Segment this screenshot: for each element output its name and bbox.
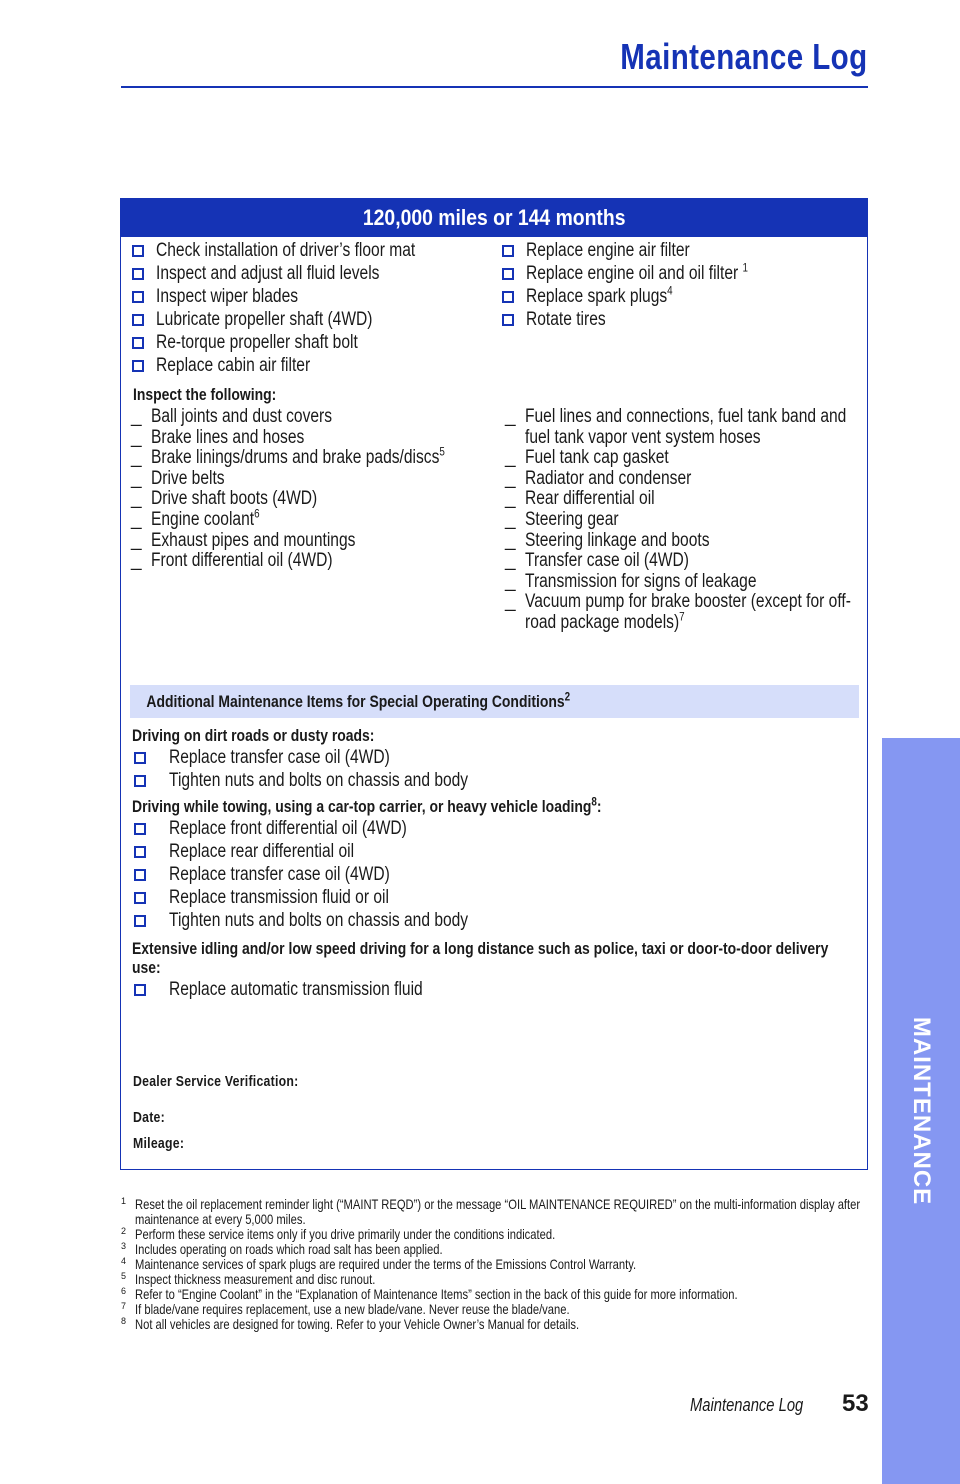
inspect-item-text: Drive belts bbox=[151, 467, 225, 489]
side-tab bbox=[882, 738, 960, 1484]
checkbox-icon[interactable] bbox=[502, 268, 514, 280]
checklist-item-text: Replace transmission fluid or oil bbox=[169, 887, 389, 908]
dash-marker: _ bbox=[505, 406, 516, 427]
additional-heading: Additional Maintenance Items for Special Operating Conditions$^2$ bbox=[146, 688, 571, 711]
inspect-item bbox=[505, 572, 855, 593]
checklist-item-text: Rotate tires bbox=[526, 309, 606, 330]
title-rule bbox=[121, 86, 868, 88]
dash-marker: _ bbox=[505, 570, 516, 592]
checkbox-icon[interactable] bbox=[502, 245, 514, 257]
checklist-item-text: Check installation of driver’s floor mat bbox=[156, 240, 416, 261]
dash-marker: _ bbox=[131, 426, 142, 448]
dash-marker: _ bbox=[505, 591, 516, 613]
footnote-number: 4 bbox=[121, 1256, 127, 1266]
interval-header-text: 120,000 miles or 144 months bbox=[362, 205, 626, 230]
footnote-text: Not all vehicles are designed for towing. Refer to your Vehicle Owner’s Manual for details. bbox=[135, 1316, 580, 1332]
inspect-item bbox=[505, 551, 855, 572]
inspect-right-list bbox=[505, 407, 855, 634]
dash-marker: _ bbox=[505, 447, 516, 469]
mileage-label: Mileage: bbox=[133, 1135, 185, 1152]
condition-heading: Extensive idling and/or low speed driving for a long distance such as police, taxi or door-to-door delivery use: bbox=[132, 939, 829, 977]
checklist-item-text: Tighten nuts and bolts on chassis and body bbox=[169, 770, 469, 791]
checkbox-icon[interactable] bbox=[132, 360, 144, 372]
checklist-item-text: Inspect wiper blades bbox=[156, 286, 299, 307]
dealer-verification-label: Dealer Service Verification: bbox=[133, 1073, 299, 1090]
inspect-item-text: Steering linkage and boots bbox=[525, 529, 710, 551]
footnote-text: Maintenance services of spark plugs are required under the terms of the Emissions Control Warranty. bbox=[135, 1256, 637, 1272]
inspect-item bbox=[131, 506, 491, 531]
condition-heading: Driving on dirt roads or dusty roads: bbox=[132, 726, 375, 745]
footnotes bbox=[121, 1197, 868, 1332]
inspect-item bbox=[505, 469, 855, 490]
dash-marker: _ bbox=[505, 508, 516, 530]
footnote bbox=[121, 1257, 868, 1272]
footnote bbox=[121, 1242, 868, 1257]
footnote-number: 8 bbox=[121, 1316, 127, 1326]
inspect-item-text: Fuel lines and connections, fuel tank band and fuel tank vapor vent system hoses bbox=[525, 406, 847, 448]
inspect-item-text: Steering gear bbox=[525, 508, 619, 530]
footnote bbox=[121, 1227, 868, 1242]
date-label: Date: bbox=[133, 1109, 165, 1126]
inspect-item bbox=[131, 428, 491, 449]
dash-marker: _ bbox=[505, 467, 516, 489]
checkbox-icon[interactable] bbox=[132, 337, 144, 349]
inspect-item bbox=[505, 407, 855, 448]
checkbox-icon[interactable] bbox=[134, 823, 146, 835]
inspect-item bbox=[131, 407, 491, 428]
footnote bbox=[121, 1272, 868, 1287]
maintenance-box bbox=[120, 198, 868, 1170]
inspect-item-text: Front differential oil (4WD) bbox=[151, 550, 333, 572]
inspect-item bbox=[131, 551, 491, 572]
side-tab-label: MAINTENANCE bbox=[908, 1016, 936, 1206]
footnote bbox=[121, 1197, 868, 1227]
footnote bbox=[121, 1317, 868, 1332]
checkbox-icon[interactable] bbox=[134, 775, 146, 787]
footnote-number: 1 bbox=[121, 1196, 127, 1206]
checklist-item-text: Replace automatic transmission fluid bbox=[169, 979, 423, 1000]
checkbox-icon[interactable] bbox=[132, 314, 144, 326]
footnote-text: Inspect thickness measurement and disc runout. bbox=[135, 1271, 376, 1287]
inspect-item bbox=[131, 444, 491, 469]
checklist-item-text: Replace rear differential oil bbox=[169, 841, 355, 862]
footnote-text: Reset the oil replacement reminder light (“MAINT REQD”) or the message “OIL MAINTENANCE REQUIRED” on the multi-information display after maintenance at every 5,000 miles. bbox=[135, 1196, 861, 1227]
dash-marker: _ bbox=[505, 550, 516, 572]
footnote-text: If blade/vane requires replacement, use a new blade/vane. Never reuse the blade/vane. bbox=[135, 1301, 570, 1317]
inspect-item-text: Engine coolant$^6$ bbox=[151, 506, 260, 530]
checklist-item-text: Lubricate propeller shaft (4WD) bbox=[156, 309, 373, 330]
footnote-text: Perform these service items only if you drive primarily under the conditions indicated. bbox=[135, 1226, 556, 1242]
checkbox-icon[interactable] bbox=[134, 915, 146, 927]
checklist-item-text: Replace transfer case oil (4WD) bbox=[169, 747, 390, 768]
inspect-item-text: Brake lines and hoses bbox=[151, 426, 305, 448]
condition-heading: Driving while towing, using a car-top carrier, or heavy vehicle loading$^8$: bbox=[132, 794, 602, 816]
footnote-number: 2 bbox=[121, 1226, 127, 1236]
inspect-item bbox=[505, 448, 855, 469]
dash-marker: _ bbox=[131, 508, 142, 530]
checkbox-icon[interactable] bbox=[134, 869, 146, 881]
footnote bbox=[121, 1287, 868, 1302]
checkbox-icon[interactable] bbox=[134, 892, 146, 904]
checklist-item-text: Replace spark plugs$^4$ bbox=[526, 283, 673, 307]
dash-marker: _ bbox=[131, 467, 142, 489]
footnote-number: 3 bbox=[121, 1241, 127, 1251]
footnote-text: Refer to “Engine Coolant” in the “Explanation of Maintenance Items” section in the back of this guide for more information. bbox=[135, 1286, 738, 1302]
footer-label: Maintenance Log bbox=[690, 1395, 804, 1415]
inspect-item-text: Rear differential oil bbox=[525, 488, 655, 510]
inspect-item-text: Transmission for signs of leakage bbox=[525, 570, 757, 592]
checklist-item-text: Replace front differential oil (4WD) bbox=[169, 818, 407, 839]
inspect-item-text: Brake linings/drums and brake pads/discs$^5$ bbox=[151, 444, 445, 469]
inspect-item bbox=[505, 489, 855, 510]
page-number: 53 bbox=[842, 1390, 869, 1417]
inspect-item bbox=[505, 531, 855, 552]
footnote-text: Includes operating on roads which road salt has been applied. bbox=[135, 1241, 443, 1257]
inspect-item-text: Exhaust pipes and mountings bbox=[151, 529, 356, 551]
checklist-item-text: Tighten nuts and bolts on chassis and body bbox=[169, 910, 469, 931]
checkbox-icon[interactable] bbox=[502, 314, 514, 326]
checklist-item-text: Replace transfer case oil (4WD) bbox=[169, 864, 390, 885]
additional-band bbox=[130, 685, 859, 718]
inspect-item bbox=[131, 469, 491, 490]
inspect-item-text: Transfer case oil (4WD) bbox=[525, 550, 689, 572]
dash-marker: _ bbox=[505, 529, 516, 551]
inspect-item bbox=[131, 489, 491, 510]
checkbox-icon[interactable] bbox=[134, 846, 146, 858]
dash-marker: _ bbox=[131, 550, 142, 572]
checklist-item-text: Replace engine oil and oil filter $^1$ bbox=[526, 260, 749, 284]
checkbox-icon[interactable] bbox=[132, 245, 144, 257]
checkbox-icon[interactable] bbox=[134, 984, 146, 996]
checkbox-icon[interactable] bbox=[502, 291, 514, 303]
dash-marker: _ bbox=[131, 406, 142, 427]
checklist-item-text: Inspect and adjust all fluid levels bbox=[156, 263, 380, 284]
inspect-left-list bbox=[131, 407, 491, 572]
inspect-item bbox=[505, 510, 855, 531]
checkbox-icon[interactable] bbox=[134, 752, 146, 764]
checklist-item-text: Replace cabin air filter bbox=[156, 355, 311, 376]
inspect-item bbox=[131, 531, 491, 552]
inspect-item-text: Radiator and condenser bbox=[525, 467, 692, 489]
inspect-heading: Inspect the following: bbox=[133, 385, 277, 404]
interval-header bbox=[121, 199, 867, 237]
dash-marker: _ bbox=[131, 529, 142, 551]
footnote-number: 6 bbox=[121, 1286, 127, 1296]
checklist-item-text: Re-torque propeller shaft bolt bbox=[156, 332, 358, 353]
inspect-item bbox=[505, 592, 855, 633]
dash-marker: _ bbox=[131, 447, 142, 469]
page-title: Maintenance Log bbox=[620, 36, 868, 77]
inspect-item-text: Vacuum pump for brake booster (except for off-road package models)$^7$ bbox=[525, 591, 851, 633]
checklist-item-text: Replace engine air filter bbox=[526, 240, 690, 261]
inspect-item-text: Fuel tank cap gasket bbox=[525, 447, 669, 469]
footnote-number: 5 bbox=[121, 1271, 127, 1281]
footnote bbox=[121, 1302, 868, 1317]
checkbox-icon[interactable] bbox=[132, 291, 144, 303]
dash-marker: _ bbox=[505, 488, 516, 510]
inspect-item-text: Drive shaft boots (4WD) bbox=[151, 488, 318, 510]
dash-marker: _ bbox=[131, 488, 142, 510]
checkbox-icon[interactable] bbox=[132, 268, 144, 280]
inspect-item-text: Ball joints and dust covers bbox=[151, 406, 333, 427]
footnote-number: 7 bbox=[121, 1301, 127, 1311]
